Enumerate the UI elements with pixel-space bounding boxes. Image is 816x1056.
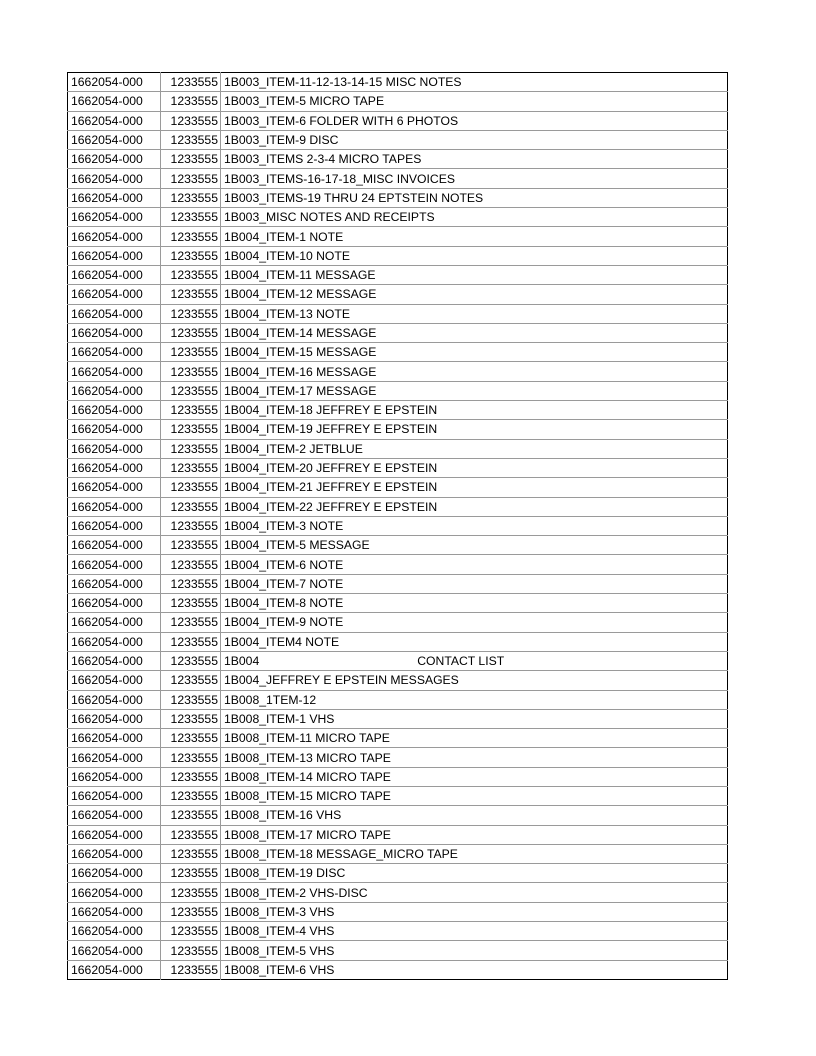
serial-cell: 1233555 <box>161 73 221 92</box>
serial-cell: 1233555 <box>161 632 221 651</box>
description-cell: 1B004_ITEM-8 NOTE <box>221 594 728 613</box>
description-cell: 1B003_ITEM-11-12-13-14-15 MISC NOTES <box>221 73 728 92</box>
table-row <box>68 439 728 458</box>
file-number-cell: 1662054-000 <box>68 748 161 767</box>
description-cell: 1B003_ITEMS-16-17-18_MISC INVOICES <box>221 169 728 188</box>
description-cell: 1B008_ITEM-14 MICRO TAPE <box>221 767 728 786</box>
table-row <box>68 960 728 979</box>
description-cell: 1B008_ITEM-6 VHS <box>221 960 728 979</box>
description-cell: 1B008_ITEM-19 DISC <box>221 864 728 883</box>
file-number-cell: 1662054-000 <box>68 227 161 246</box>
file-number-cell: 1662054-000 <box>68 767 161 786</box>
file-number-cell: 1662054-000 <box>68 458 161 477</box>
file-number-cell: 1662054-000 <box>68 941 161 960</box>
description-cell: 1B004_ITEM-9 NOTE <box>221 613 728 632</box>
table-row <box>68 362 728 381</box>
description-cell: 1B003_ITEMS-19 THRU 24 EPTSTEIN NOTES <box>221 188 728 207</box>
table-row <box>68 516 728 535</box>
description-cell: 1B004_ITEM-19 JEFFREY E EPSTEIN <box>221 420 728 439</box>
serial-cell: 1233555 <box>161 516 221 535</box>
serial-cell: 1233555 <box>161 729 221 748</box>
file-number-cell: 1662054-000 <box>68 478 161 497</box>
evidence-table <box>67 72 728 980</box>
table-row <box>68 150 728 169</box>
description-cell: 1B008_ITEM-2 VHS-DISC <box>221 883 728 902</box>
table-row <box>68 497 728 516</box>
serial-cell: 1233555 <box>161 536 221 555</box>
description-cell: 1B004_ITEM-5 MESSAGE <box>221 536 728 555</box>
description-text: 1B004 <box>224 654 260 669</box>
table-row <box>68 825 728 844</box>
file-number-cell: 1662054-000 <box>68 825 161 844</box>
serial-cell: 1233555 <box>161 690 221 709</box>
description-cell: 1B004_ITEM-1 NOTE <box>221 227 728 246</box>
file-number-cell: 1662054-000 <box>68 729 161 748</box>
serial-cell: 1233555 <box>161 439 221 458</box>
file-number-cell: 1662054-000 <box>68 613 161 632</box>
description-cell: 1B008_ITEM-17 MICRO TAPE <box>221 825 728 844</box>
table-row <box>68 748 728 767</box>
serial-cell: 1233555 <box>161 304 221 323</box>
file-number-cell: 1662054-000 <box>68 420 161 439</box>
table-row <box>68 323 728 342</box>
file-number-cell: 1662054-000 <box>68 92 161 111</box>
description-cell: 1B004_ITEM-17 MESSAGE <box>221 381 728 400</box>
file-number-cell: 1662054-000 <box>68 574 161 593</box>
serial-cell: 1233555 <box>161 343 221 362</box>
serial-cell: 1233555 <box>161 594 221 613</box>
serial-cell: 1233555 <box>161 169 221 188</box>
table-row <box>68 902 728 921</box>
serial-cell: 1233555 <box>161 748 221 767</box>
table-row <box>68 227 728 246</box>
table-row <box>68 401 728 420</box>
file-number-cell: 1662054-000 <box>68 130 161 149</box>
serial-cell: 1233555 <box>161 825 221 844</box>
description-cell: 1B003_ITEMS 2-3-4 MICRO TAPES <box>221 150 728 169</box>
serial-cell: 1233555 <box>161 941 221 960</box>
description-cell: 1B004_ITEM-13 NOTE <box>221 304 728 323</box>
serial-cell: 1233555 <box>161 902 221 921</box>
description-cell: 1B008_ITEM-3 VHS <box>221 902 728 921</box>
serial-cell: 1233555 <box>161 960 221 979</box>
description-cell: 1B004_ITEM-10 NOTE <box>221 246 728 265</box>
file-number-cell: 1662054-000 <box>68 208 161 227</box>
file-number-cell: 1662054-000 <box>68 690 161 709</box>
description-cell: 1B003_ITEM-6 FOLDER WITH 6 PHOTOS <box>221 111 728 130</box>
file-number-cell: 1662054-000 <box>68 73 161 92</box>
file-number-cell: 1662054-000 <box>68 922 161 941</box>
file-number-cell: 1662054-000 <box>68 555 161 574</box>
table-row <box>68 343 728 362</box>
table-row <box>68 265 728 284</box>
serial-cell: 1233555 <box>161 381 221 400</box>
description-cell: 1B004_ITEM-21 JEFFREY E EPSTEIN <box>221 478 728 497</box>
serial-cell: 1233555 <box>161 844 221 863</box>
serial-cell: 1233555 <box>161 188 221 207</box>
description-cell: 1B004_ITEM-18 JEFFREY E EPSTEIN <box>221 401 728 420</box>
file-number-cell: 1662054-000 <box>68 883 161 902</box>
table-row <box>68 574 728 593</box>
table-row <box>68 786 728 805</box>
serial-cell: 1233555 <box>161 806 221 825</box>
serial-cell: 1233555 <box>161 401 221 420</box>
file-number-cell: 1662054-000 <box>68 362 161 381</box>
file-number-cell: 1662054-000 <box>68 497 161 516</box>
description-cell: 1B003_MISC NOTES AND RECEIPTS <box>221 208 728 227</box>
serial-cell: 1233555 <box>161 709 221 728</box>
file-number-cell: 1662054-000 <box>68 902 161 921</box>
description-cell: 1B008_1TEM-12 <box>221 690 728 709</box>
file-number-cell: 1662054-000 <box>68 439 161 458</box>
file-number-cell: 1662054-000 <box>68 401 161 420</box>
file-number-cell: 1662054-000 <box>68 594 161 613</box>
file-number-cell: 1662054-000 <box>68 111 161 130</box>
serial-cell: 1233555 <box>161 478 221 497</box>
file-number-cell: 1662054-000 <box>68 844 161 863</box>
file-number-cell: 1662054-000 <box>68 536 161 555</box>
table-row <box>68 246 728 265</box>
serial-cell: 1233555 <box>161 671 221 690</box>
table-row <box>68 169 728 188</box>
description-cell: 1B008_ITEM-5 VHS <box>221 941 728 960</box>
description-cell: 1B008_ITEM-16 VHS <box>221 806 728 825</box>
serial-cell: 1233555 <box>161 458 221 477</box>
file-number-cell: 1662054-000 <box>68 516 161 535</box>
table-row <box>68 941 728 960</box>
table-row <box>68 304 728 323</box>
table-row <box>68 594 728 613</box>
description-cell: 1B004_ITEM-22 JEFFREY E EPSTEIN <box>221 497 728 516</box>
description-cell: 1B008_ITEM-4 VHS <box>221 922 728 941</box>
file-number-cell: 1662054-000 <box>68 304 161 323</box>
serial-cell: 1233555 <box>161 786 221 805</box>
serial-cell: 1233555 <box>161 883 221 902</box>
table-row <box>68 381 728 400</box>
description-cell: 1B004_ITEM-14 MESSAGE <box>221 323 728 342</box>
table-row <box>68 188 728 207</box>
serial-cell: 1233555 <box>161 265 221 284</box>
table-row <box>68 729 728 748</box>
description-cell: 1B004_ITEM-12 MESSAGE <box>221 285 728 304</box>
description-cell: 1B008_ITEM-15 MICRO TAPE <box>221 786 728 805</box>
description-cell: 1B004_JEFFREY E EPSTEIN MESSAGES <box>221 671 728 690</box>
file-number-cell: 1662054-000 <box>68 381 161 400</box>
serial-cell: 1233555 <box>161 922 221 941</box>
description-cell: 1B004_ITEM-16 MESSAGE <box>221 362 728 381</box>
description-cell: 1B008_ITEM-18 MESSAGE_MICRO TAPE <box>221 844 728 863</box>
table-row <box>68 864 728 883</box>
table-row <box>68 690 728 709</box>
description-cell: 1B004_ITEM-15 MESSAGE <box>221 343 728 362</box>
table-row <box>68 922 728 941</box>
file-number-cell: 1662054-000 <box>68 285 161 304</box>
file-number-cell: 1662054-000 <box>68 671 161 690</box>
serial-cell: 1233555 <box>161 92 221 111</box>
table-row <box>68 536 728 555</box>
serial-cell: 1233555 <box>161 285 221 304</box>
description-cell: 1B004_ITEM-7 NOTE <box>221 574 728 593</box>
serial-cell: 1233555 <box>161 111 221 130</box>
file-number-cell: 1662054-000 <box>68 651 161 670</box>
table-row <box>68 883 728 902</box>
description-cell: 1B004_ITEM-3 NOTE <box>221 516 728 535</box>
description-cell: 1B004_ITEM-11 MESSAGE <box>221 265 728 284</box>
serial-cell: 1233555 <box>161 246 221 265</box>
description-cell: 1B004_ITEM4 NOTE <box>221 632 728 651</box>
description-cell: 1B008_ITEM-11 MICRO TAPE <box>221 729 728 748</box>
table-row <box>68 420 728 439</box>
table-row <box>68 671 728 690</box>
table-row <box>68 478 728 497</box>
table-row <box>68 806 728 825</box>
description-cell: 1B008_ITEM-13 MICRO TAPE <box>221 748 728 767</box>
table-row <box>68 709 728 728</box>
file-number-cell: 1662054-000 <box>68 323 161 342</box>
description-extra-text: CONTACT LIST <box>417 654 505 669</box>
table-row <box>68 632 728 651</box>
description-cell: 1B008_ITEM-1 VHS <box>221 709 728 728</box>
file-number-cell: 1662054-000 <box>71 962 143 977</box>
serial-cell: 1233555 <box>161 555 221 574</box>
description-cell: 1B003_ITEM-5 MICRO TAPE <box>221 92 728 111</box>
file-number-cell: 1662054-000 <box>68 150 161 169</box>
serial-cell: 1233555 <box>161 767 221 786</box>
serial-cell: 1233555 <box>161 227 221 246</box>
table-row <box>68 767 728 786</box>
serial-cell: 1233555 <box>161 150 221 169</box>
serial-cell: 1233555 <box>161 420 221 439</box>
description-cell <box>221 651 728 670</box>
table-row <box>68 613 728 632</box>
table-row <box>68 285 728 304</box>
file-number-cell: 1662054-000 <box>68 709 161 728</box>
description-cell: 1B003_ITEM-9 DISC <box>221 130 728 149</box>
serial-cell: 1233555 <box>161 651 221 670</box>
file-number-cell: 1662054-000 <box>68 265 161 284</box>
serial-cell: 1233555 <box>161 613 221 632</box>
file-number-cell: 1662054-000 <box>68 246 161 265</box>
table-row <box>68 844 728 863</box>
file-number-cell: 1662054-000 <box>68 188 161 207</box>
file-number-cell: 1662054-000 <box>68 343 161 362</box>
serial-cell: 1233555 <box>161 323 221 342</box>
table-row <box>68 458 728 477</box>
file-number-cell: 1662054-000 <box>68 786 161 805</box>
file-number-cell: 1662054-000 <box>68 806 161 825</box>
serial-cell: 1233555 <box>161 497 221 516</box>
serial-cell: 1233555 <box>161 864 221 883</box>
table-row <box>68 130 728 149</box>
file-number-cell: 1662054-000 <box>68 169 161 188</box>
table-row <box>68 555 728 574</box>
evidence-table-body <box>68 73 728 980</box>
serial-cell: 1233555 <box>161 362 221 381</box>
description-cell: 1B004_ITEM-2 JETBLUE <box>221 439 728 458</box>
table-row <box>68 73 728 92</box>
description-cell: 1B004_ITEM-6 NOTE <box>221 555 728 574</box>
description-cell: 1B004_ITEM-20 JEFFREY E EPSTEIN <box>221 458 728 477</box>
serial-cell: 1233555 <box>161 208 221 227</box>
table-row <box>68 208 728 227</box>
table-row <box>68 92 728 111</box>
file-number-cell: 1662054-000 <box>68 864 161 883</box>
serial-cell: 1233555 <box>161 574 221 593</box>
serial-cell: 1233555 <box>161 130 221 149</box>
table-row <box>68 651 728 670</box>
table-row <box>68 111 728 130</box>
file-number-cell: 1662054-000 <box>68 632 161 651</box>
